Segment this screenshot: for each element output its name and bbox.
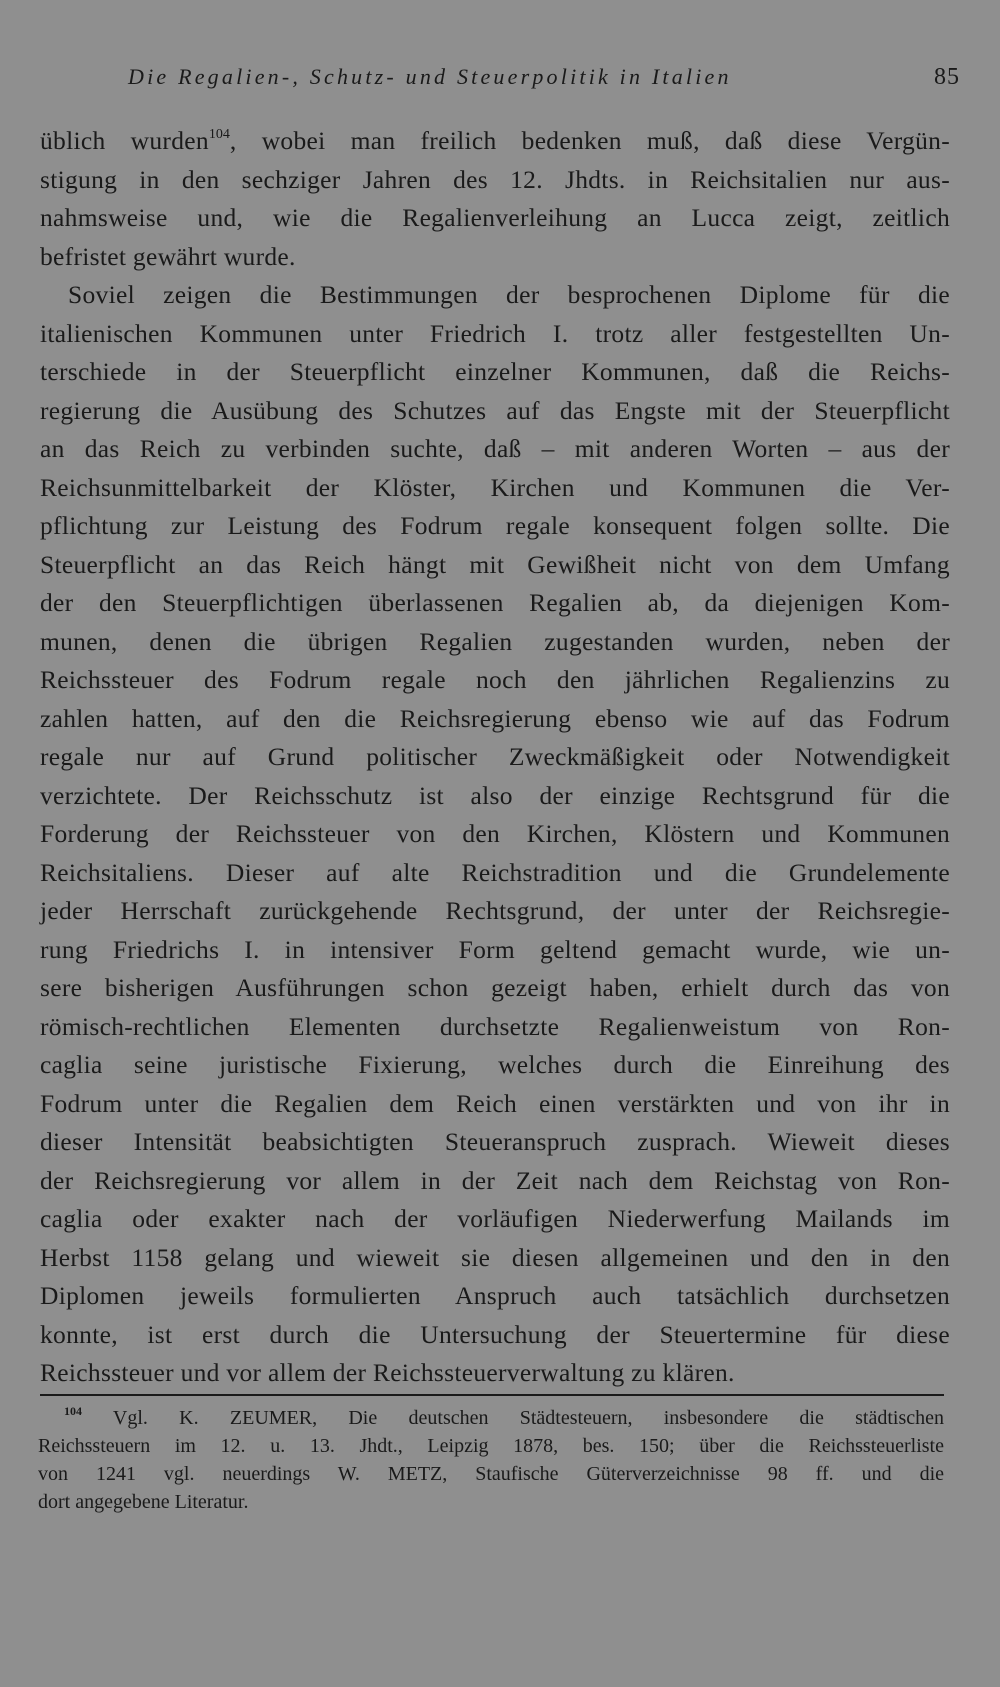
text-line: nahmsweise und, wie die Regalienverleihung an Lucca zeigt, zeitlich — [40, 203, 950, 232]
footnote-line: Reichssteuern im 12. u. 13. Jhdt., Leipzig 1878, bes. 150; über die Reichssteuerliste — [38, 1435, 944, 1457]
footnote-reference: 104 — [208, 127, 230, 142]
text-line: Forderung der Reichssteuer von den Kirchen, Klöstern und Kommunen — [40, 819, 950, 848]
footnote-number: 104 — [64, 1404, 82, 1418]
text-line: pflichtung zur Leistung des Fodrum regale konsequent folgen sollte. Die — [40, 511, 950, 540]
text-line: regale nur auf Grund politischer Zweckmäßigkeit oder Notwendigkeit — [40, 742, 950, 771]
text-line: jeder Herrschaft zurückgehende Rechtsgrund, der unter der Reichsregie- — [40, 896, 950, 925]
text-line-paragraph-end: befristet gewährt wurde. — [40, 241, 296, 271]
text-line: römisch-rechtlichen Elementen durchsetzte Regalienweistum von Ron- — [40, 1011, 950, 1041]
running-header — [40, 64, 960, 104]
text-line: zahlen hatten, auf den die Reichsregierung ebenso wie auf das Fodrum — [40, 703, 950, 733]
footnote-line: dort angegebene Literatur. — [38, 1491, 249, 1513]
text-line: caglia seine juristische Fixierung, welches durch die Einreihung des — [40, 1050, 950, 1079]
text-line: Fodrum unter die Regalien dem Reich einen verstärkten und von ihr in — [40, 1088, 950, 1118]
footnote-line — [38, 1404, 944, 1432]
text-line: regierung die Ausübung des Schutzes auf das Engste mit der Steuerpflicht — [40, 395, 950, 425]
text-line: sere bisherigen Ausführungen schon gezeigt haben, erhielt durch das von — [40, 973, 950, 1002]
text-line: verzichtete. Der Reichsschutz ist also der einzige Rechtsgrund für die — [40, 780, 950, 810]
text-line: rung Friedrichs I. in intensiver Form geltend gemacht wurde, wie un- — [40, 934, 950, 964]
footnote-text: Vgl. K. ZEUMER, Die deutschen Städtesteuern, insbesondere die städtischen — [82, 1407, 944, 1429]
text-fragment: , wobei man freilich bedenken muß, daß diese Vergün- — [229, 126, 950, 155]
page-number: 85 — [934, 64, 960, 90]
text-line: Herbst 1158 gelang und wieweit sie diesen allgemeinen und den in den — [40, 1242, 950, 1272]
text-fragment: üblich wurden — [40, 126, 209, 155]
text-line-paragraph-start: Soviel zeigen die Bestimmungen der besprochenen Diplome für die — [68, 280, 950, 309]
text-line: dieser Intensität beabsichtigten Steueranspruch zusprach. Wieweit dieses — [40, 1127, 950, 1156]
footnote-separator — [40, 1394, 944, 1396]
text-line-paragraph-end: Reichssteuer und vor allem der Reichssteuerverwaltung zu klären. — [40, 1358, 735, 1387]
text-line: der Reichsregierung vor allem in der Zeit nach dem Reichstag von Ron- — [40, 1165, 950, 1195]
text-line: Diplomen jeweils formulierten Anspruch auch tatsächlich durchsetzen — [40, 1281, 950, 1310]
text-line: stigung in den sechziger Jahren des 12. Jhdts. in Reichsitalien nur aus- — [40, 164, 950, 194]
footnote — [38, 1404, 944, 1516]
text-line: terschiede in der Steuerpflicht einzelner Kommunen, daß die Reichs- — [40, 357, 950, 386]
text-line: der den Steuerpflichtigen überlassenen Regalien ab, da diejenigen Kom- — [40, 588, 950, 617]
text-line: caglia oder exakter nach der vorläufigen Niederwerfung Mailands im — [40, 1204, 950, 1233]
text-line: Reichssteuer des Fodrum regale noch den jährlichen Regalienzins zu — [40, 665, 950, 694]
text-line: an das Reich zu verbinden suchte, daß – mit anderen Worten – aus der — [40, 434, 950, 463]
footnote-line: von 1241 vgl. neuerdings W. METZ, Staufische Güterverzeichnisse 98 ff. und die — [38, 1463, 944, 1485]
text-line: konnte, ist erst durch die Untersuchung der Steuertermine für diese — [40, 1319, 950, 1349]
text-line — [40, 122, 950, 161]
text-line: italienischen Kommunen unter Friedrich I. trotz aller festgestellten Un- — [40, 318, 950, 348]
body-text — [40, 122, 950, 1393]
text-line: munen, denen die übrigen Regalien zugestanden wurden, neben der — [40, 626, 950, 656]
text-line: Steuerpflicht an das Reich hängt mit Gewißheit nicht von dem Umfang — [40, 549, 950, 579]
running-title: Die Regalien-, Schutz- und Steuerpolitik in Italien — [128, 64, 732, 89]
text-line: Reichsunmittelbarkeit der Klöster, Kirchen und Kommunen die Ver- — [40, 472, 950, 502]
text-line: Reichsitaliens. Dieser auf alte Reichstradition und die Grundelemente — [40, 857, 950, 887]
